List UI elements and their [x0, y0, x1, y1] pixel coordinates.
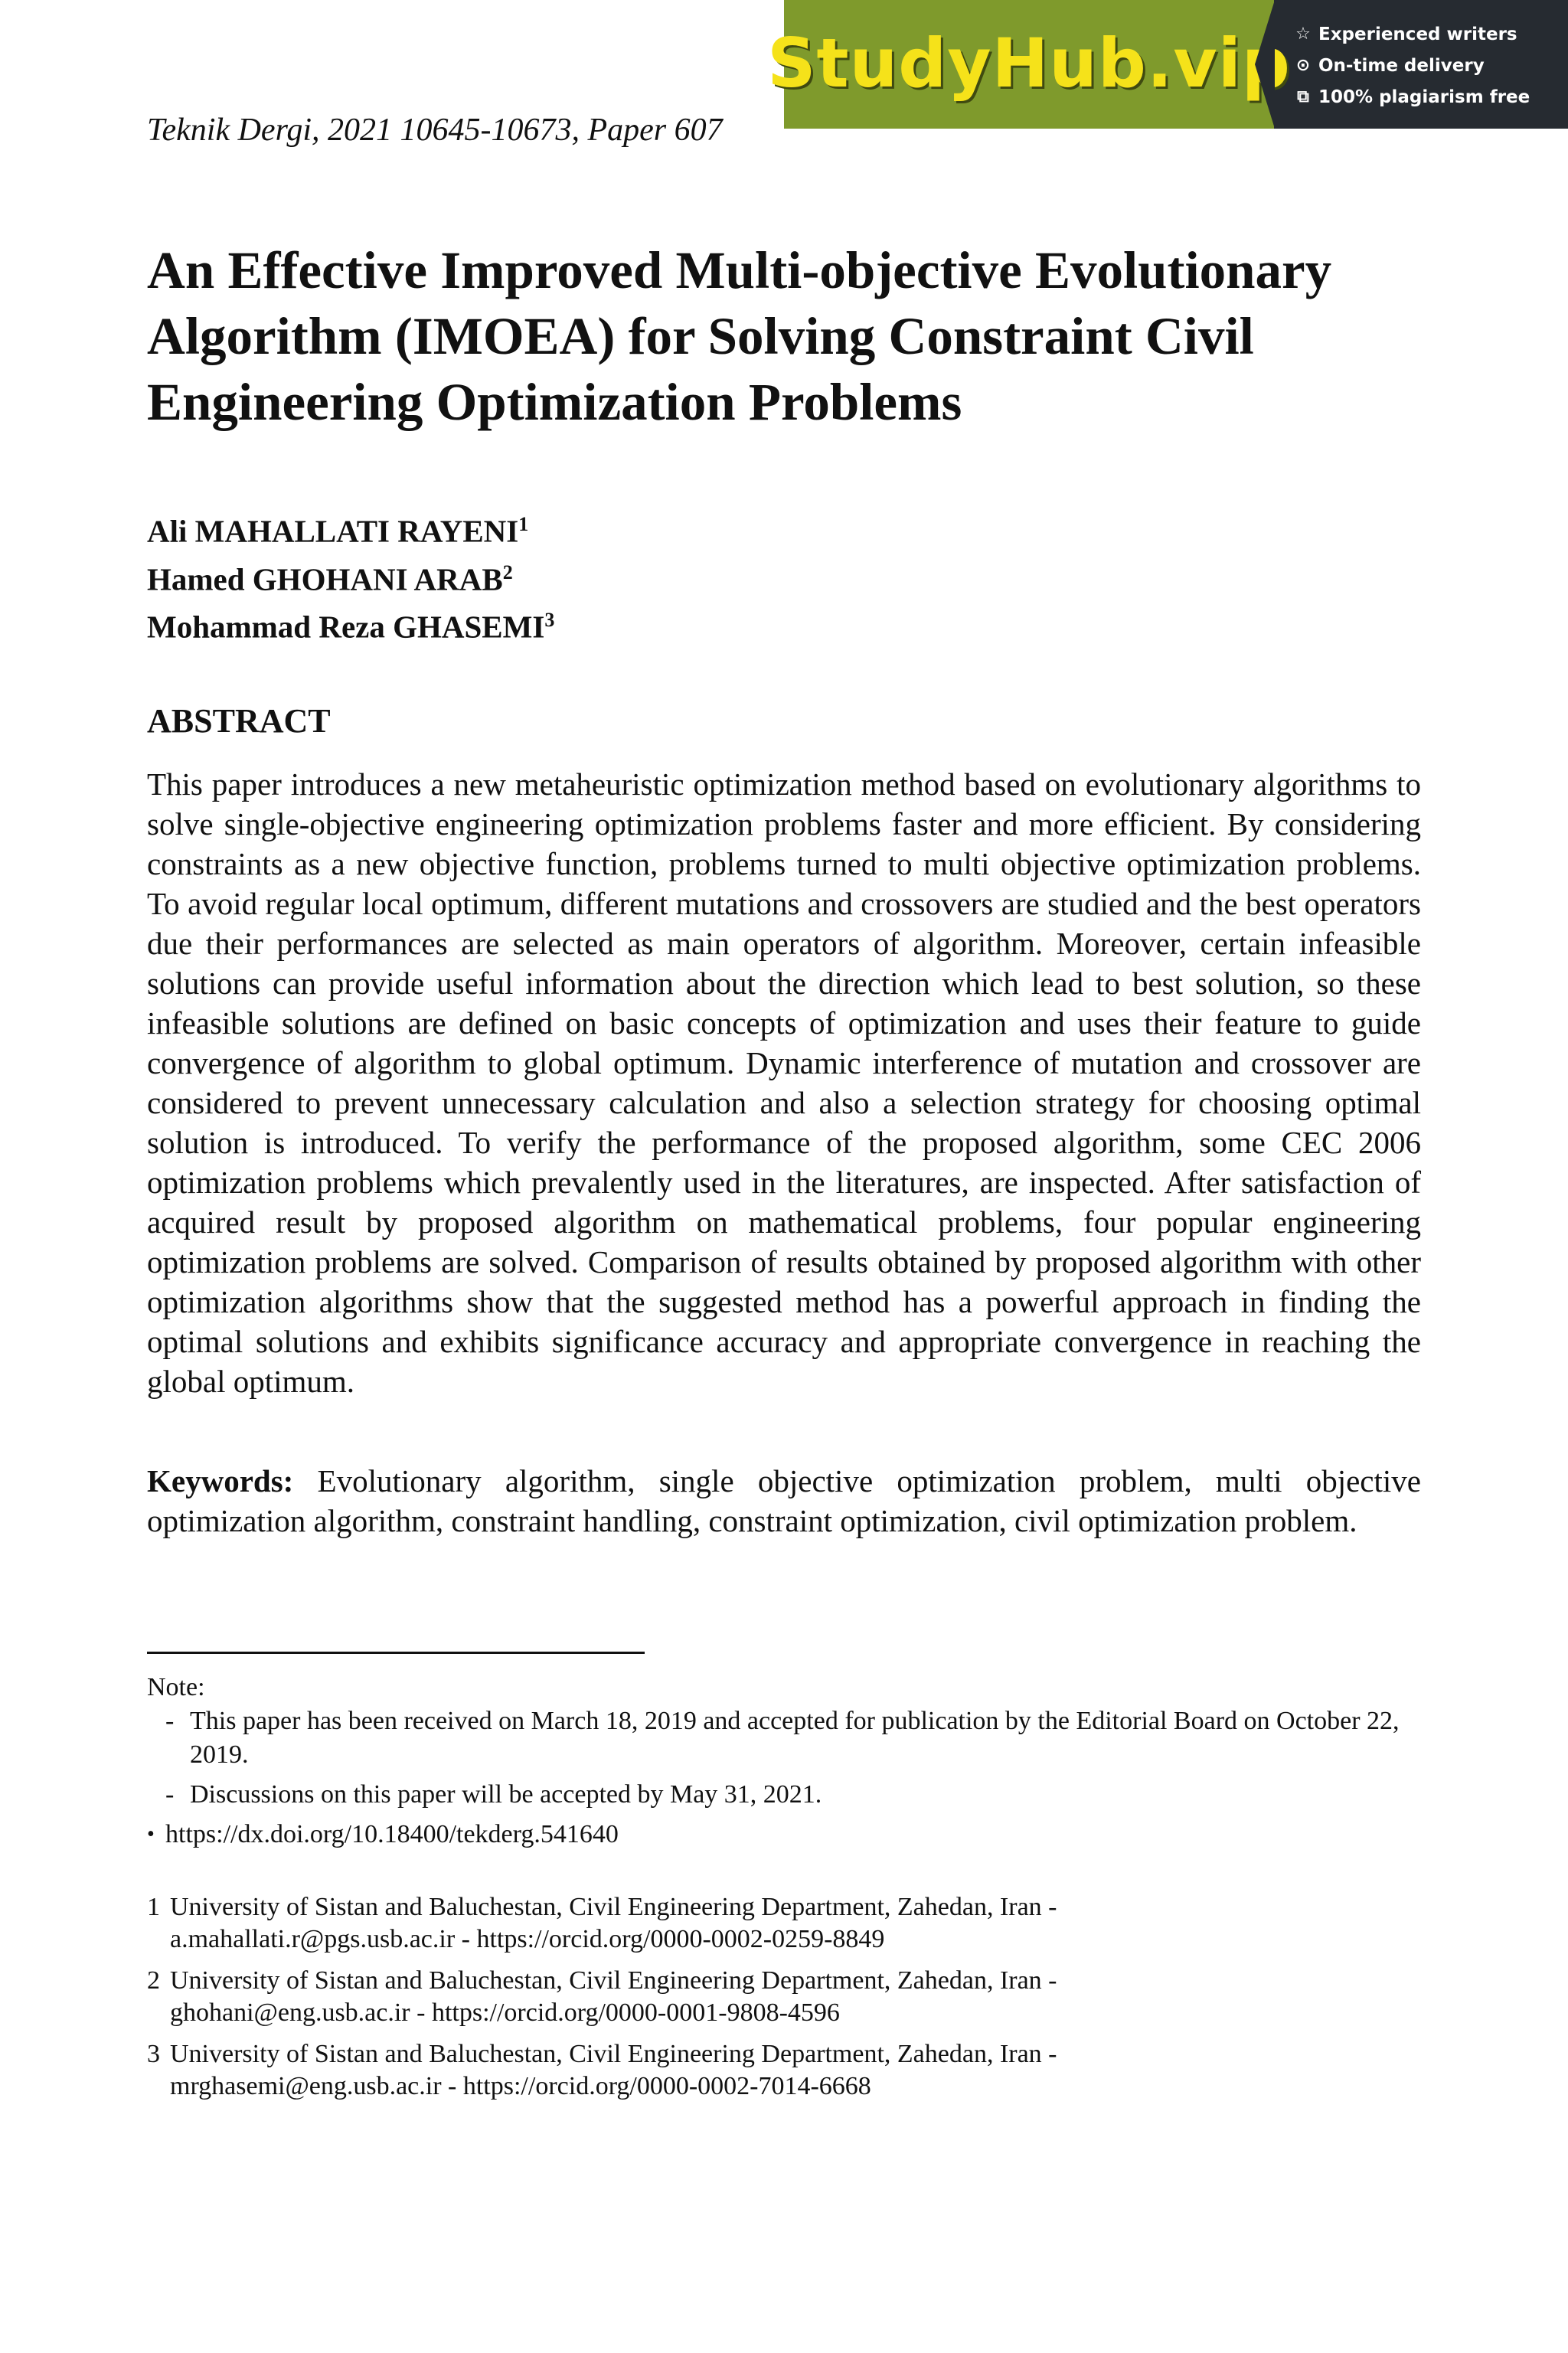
author-list [147, 504, 554, 648]
affiliation-contact[interactable]: mrghasemi@eng.usb.ac.ir - https://orcid.org/0000-0002-7014-6668 [170, 2072, 871, 2100]
affiliation-number: 1 [147, 1893, 160, 1921]
author-affiliation-mark: 3 [544, 609, 555, 632]
studyhub-banner[interactable] [767, 0, 1568, 129]
keywords-label: Keywords: [147, 1463, 294, 1498]
note-item [165, 1704, 1421, 1772]
feature-item [1292, 18, 1568, 50]
feature-list [1274, 0, 1568, 129]
affiliation-text: University of Sistan and Baluchestan, Civil Engineering Department, Zahedan, Iran - [170, 2040, 1057, 2068]
bullet-icon: • [147, 1822, 155, 1846]
affiliation-text: University of Sistan and Baluchestan, Civil Engineering Department, Zahedan, Iran - [170, 1893, 1057, 1921]
affiliation [147, 1891, 1421, 1956]
abstract-heading: ABSTRACT [147, 702, 331, 740]
author [147, 552, 554, 600]
keywords-text: Evolutionary algorithm, single objective optimization problem, multi objective optimization algorithm, constraint handling, constraint optimization, civil optimization problem. [147, 1463, 1421, 1538]
affiliation-number: 2 [147, 1966, 160, 1995]
feature-item [1292, 50, 1568, 81]
star-icon: ☆ [1295, 25, 1311, 44]
footnote-divider [147, 1652, 645, 1654]
copy-icon: ⧉ [1297, 87, 1309, 106]
abstract-text: This paper introduces a new metaheuristic optimization method based on evolutionary algorithms to solve single-objective engineering optimization problems faster and more efficient. By considering constraints as a new objective function, problems turned to multi objective optimization problems. To avoid regular local optimum, different mutations and crossovers are studied and the best operators due their performances are selected as main operators of algorithm. Moreover, certain infeasible solutions can provide useful information about the direction which lead to best solution, so these infeasible solutions are defined on basic concepts of optimization and uses their feature to guide convergence of algorithm to global optimum. Dynamic interference of mutation and crossover are considered to prevent unnecessary calculation and also a selection strategy for choosing optimal solution is introduced. To verify the performance of the proposed algorithm, some CEC 2006 optimization problems which prevalently used in the literatures, are inspected. After satisfaction of acquired result by proposed algorithm on mathematical problems, four popular engineering optimization problems are solved. Comparison of results obtained by proposed algorithm with other optimization algorithms show that the suggested method has a powerful approach in finding the optimal solutions and exhibits significance accuracy and appropriate convergence in reaching the global optimum. [147, 766, 1421, 1399]
affiliation-number: 3 [147, 2040, 160, 2068]
brand-logo: StudyHub.vip [767, 23, 1291, 103]
clock-icon: ⊙ [1295, 56, 1311, 75]
feature-label: On-time delivery [1318, 55, 1485, 76]
feature-item [1292, 81, 1568, 113]
affiliation [147, 2038, 1421, 2103]
feature-label: 100% plagiarism free [1318, 87, 1530, 107]
note-section [147, 1671, 1421, 1851]
dash-marker: - [165, 1707, 175, 1735]
note-label: Note: [147, 1673, 205, 1701]
paper-title: An Effective Improved Multi-objective Evolutionary Algorithm (IMOEA) for Solving Constraint Civil Engineering Optimization Problems [147, 241, 1332, 431]
affiliation-list [147, 1891, 1421, 2112]
doi-item [147, 1818, 1421, 1851]
doi-link[interactable]: https://dx.doi.org/10.18400/tekderg.541640 [165, 1820, 619, 1848]
note-item [165, 1778, 1421, 1812]
journal-reference: Teknik Dergi, 2021 10645-10673, Paper 607 [147, 113, 723, 148]
author-affiliation-mark: 1 [518, 513, 529, 535]
affiliation-contact[interactable]: ghohani@eng.usb.ac.ir - https://orcid.org/0000-0001-9808-4596 [170, 1998, 840, 2027]
author-name: Hamed GHOHANI ARAB [147, 561, 503, 597]
note-text: This paper has been received on March 18, 2019 and accepted for publication by the Editorial Board on October 22, 2019. [190, 1707, 1400, 1769]
affiliation [147, 1965, 1421, 2029]
affiliation-text: University of Sistan and Baluchestan, Civil Engineering Department, Zahedan, Iran - [170, 1966, 1057, 1995]
author [147, 504, 554, 552]
author-affiliation-mark: 2 [502, 560, 513, 583]
author-name: Mohammad Reza GHASEMI [147, 609, 545, 645]
spacer [147, 1772, 1421, 1778]
feature-label: Experienced writers [1318, 24, 1517, 44]
affiliation-contact[interactable]: a.mahallati.r@pgs.usb.ac.ir - https://orcid.org/0000-0002-0259-8849 [170, 1925, 885, 1953]
note-text: Discussions on this paper will be accepted by May 31, 2021. [190, 1780, 822, 1809]
author [147, 600, 554, 648]
brand-panel [767, 0, 1291, 129]
keywords [147, 1461, 1421, 1541]
dash-marker: - [165, 1780, 175, 1809]
author-name: Ali MAHALLATI RAYENI [147, 513, 519, 549]
